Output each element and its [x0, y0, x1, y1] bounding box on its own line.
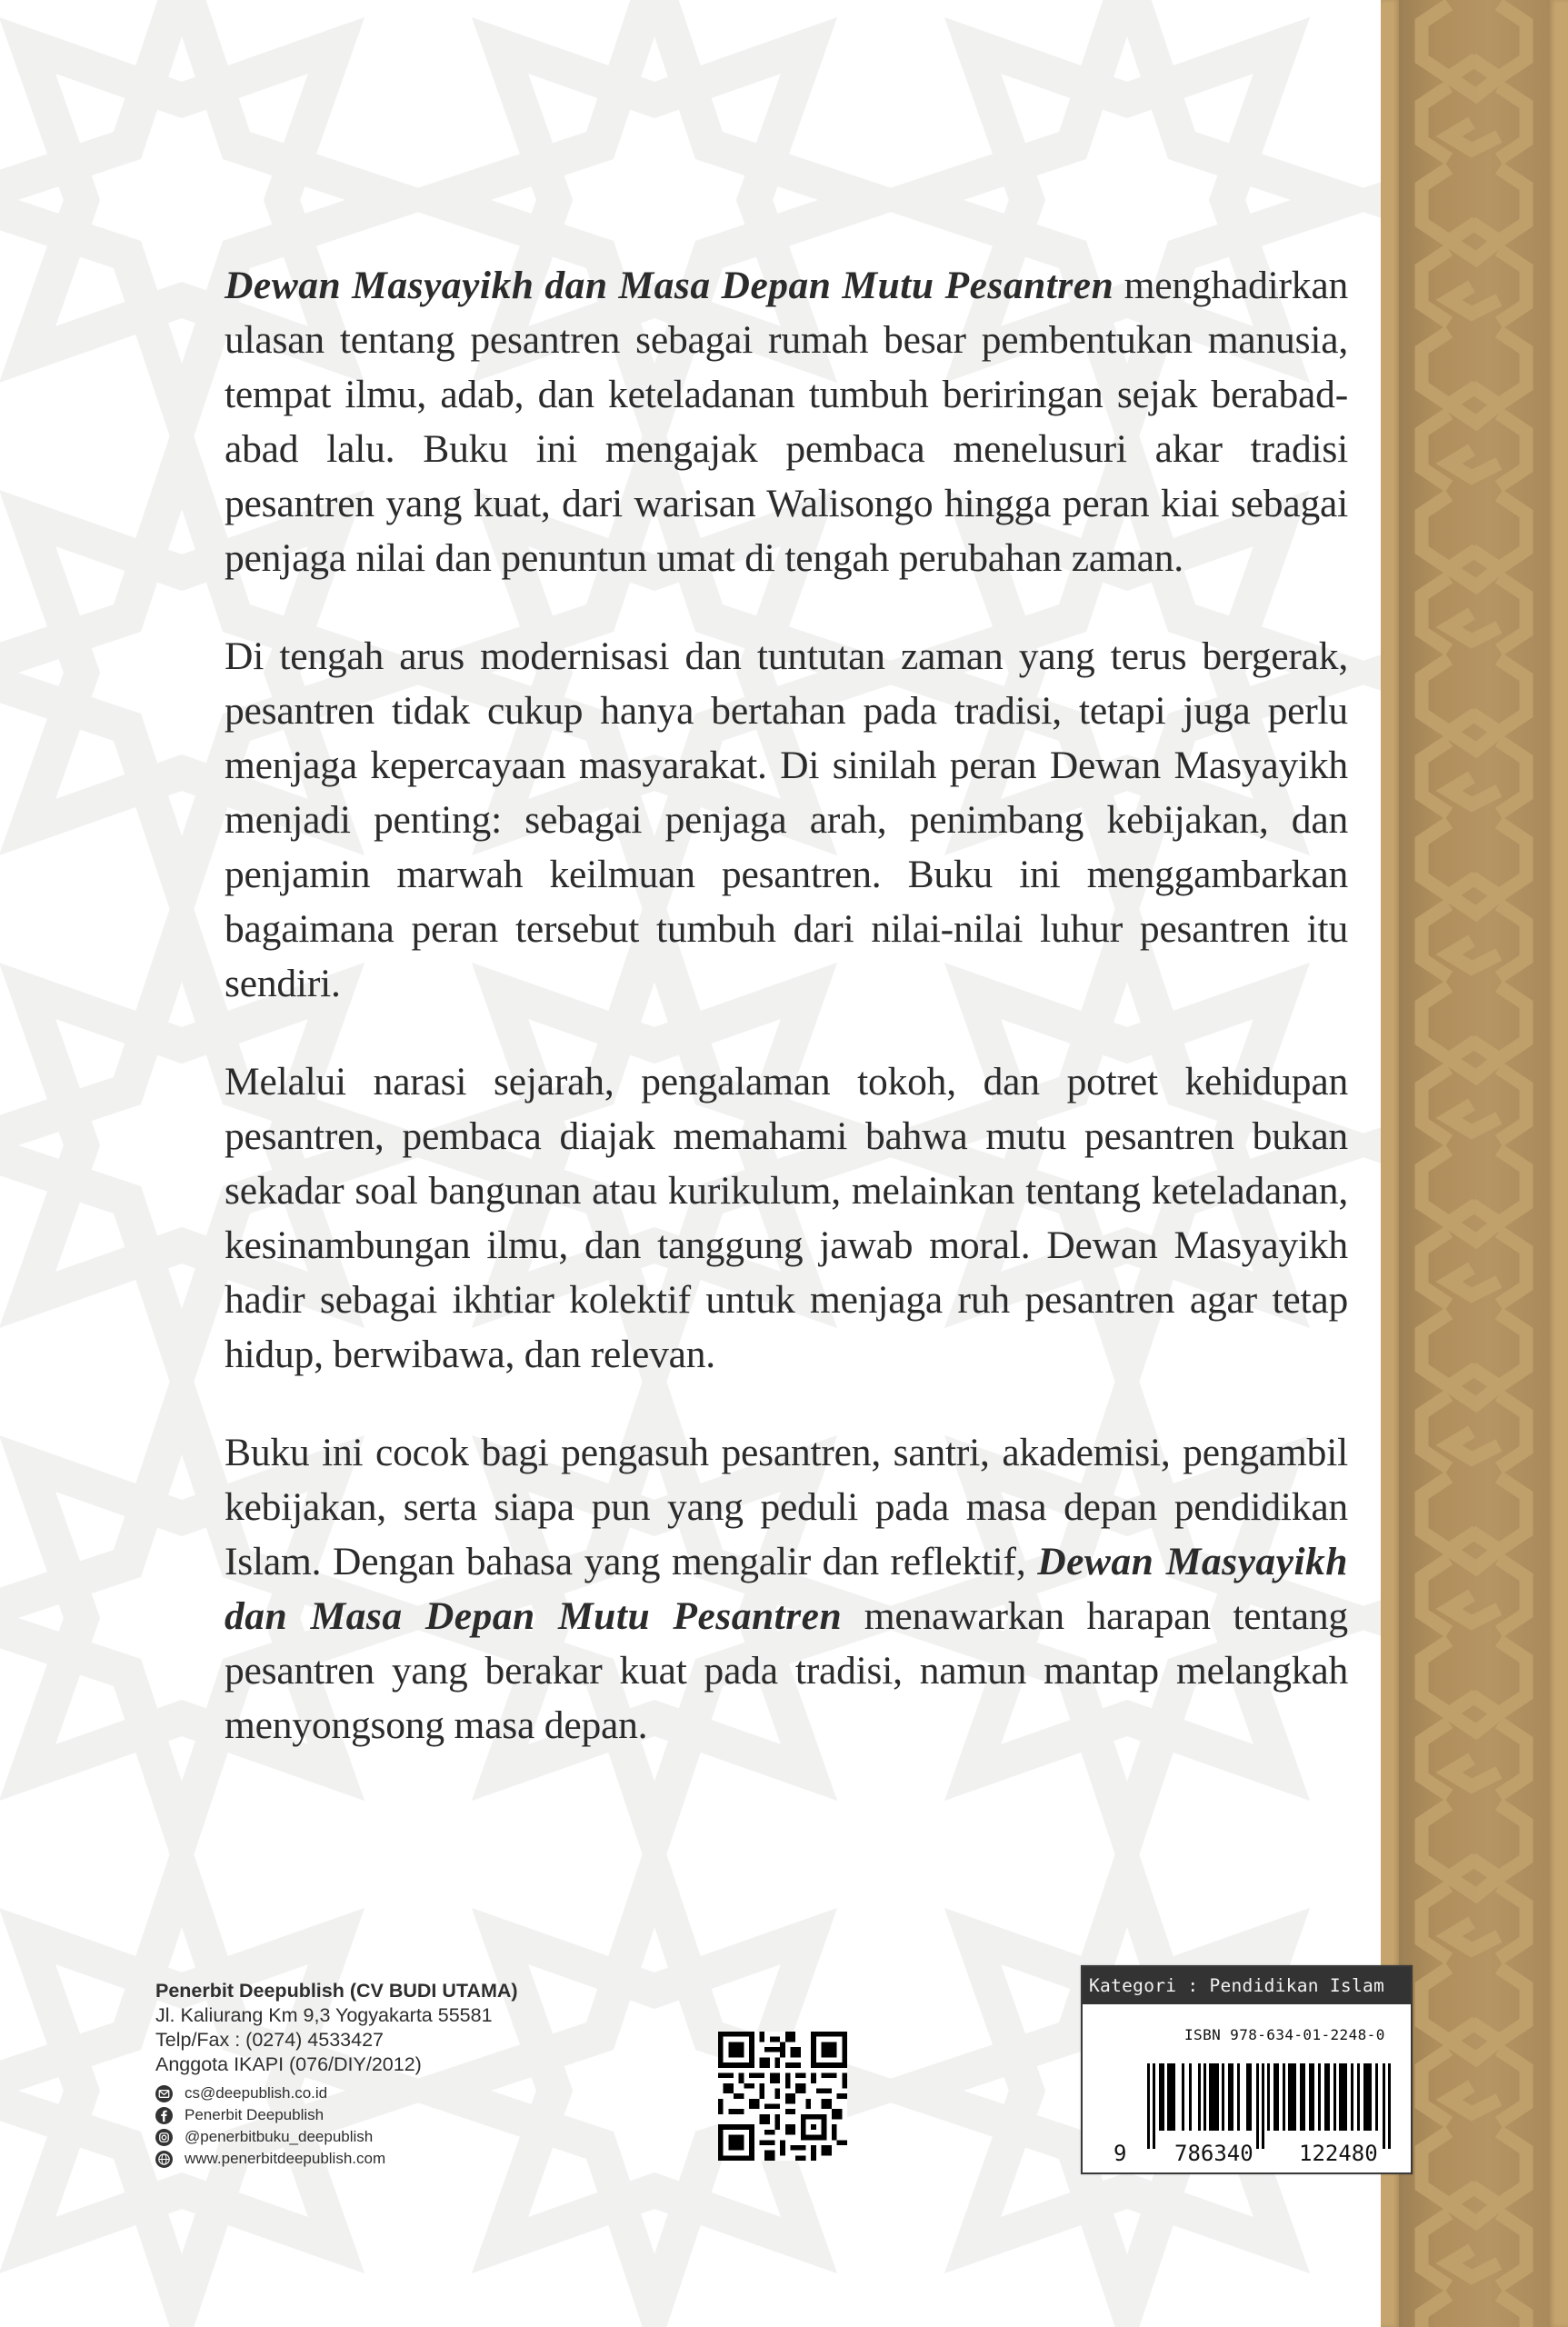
isbn-number: ISBN 978-634-01-2248-0: [1184, 2026, 1385, 2043]
spine-interlace-pattern: [1399, 0, 1550, 2327]
email-icon: [155, 2085, 173, 2102]
publisher-phone: Telp/Fax : (0274) 4533427: [155, 2029, 384, 2051]
category-label: Kategori : Pendidikan Islam: [1083, 1967, 1411, 2004]
isbn-barcode-box: [1081, 1965, 1413, 2174]
barcode-left-digits: 786340: [1174, 2141, 1253, 2166]
publisher-name: Penerbit Deepublish (CV BUDI UTAMA): [155, 1980, 518, 2002]
contact-email-label: cs@deepublish.co.id: [185, 2084, 328, 2102]
contact-website[interactable]: [155, 2148, 518, 2170]
blurb-paragraph-2: Di tengah arus modernisasi dan tuntutan zaman yang terus bergerak, pesantren tidak cukup hanya bertahan pada tradisi, tetapi juga perlu menjaga kepercayaan masyarakat. Di sinilah peran Dewan Masyayikh menjadi penting: sebagai penjaga arah, penimbang kebijakan, dan penjamin marwah keilmuan pesantren. Buku ini menggambarkan bagaimana peran tersebut tumbuh dari nilai-nilai luhur pesantren itu sendiri.: [225, 634, 1348, 1005]
publisher-address: Jl. Kaliurang Km 9,3 Yogyakarta 55581: [155, 2004, 493, 2026]
contact-instagram[interactable]: [155, 2126, 518, 2148]
blurb-paragraph-1-text: menghadirkan ulasan tentang pesantren sebagai rumah besar pembentukan manusia, tempat ilmu, adab, dan keteladanan tumbuh beriringan sejak berabad-abad lalu. Buku ini mengajak pembaca menelusuri akar tradisi pesantren yang kuat, dari warisan Walisongo hingga peran kiai sebagai penjaga nilai dan penuntun umat di tengah perubahan zaman.: [225, 264, 1348, 580]
instagram-icon: [155, 2129, 173, 2146]
blurb-paragraph-3: Melalui narasi sejarah, pengalaman tokoh, dan potret kehidupan pesantren, pembaca diajak memahami bahwa mutu pesantren bukan sekadar soal bangunan atau kurikulum, melainkan tentang keteladanan, kesinambungan ilmu, dan tanggung jawab moral. Dewan Masyayikh hadir sebagai ikhtiar kolektif untuk menjaga ruh pesantren agar tetap hidup, berwibawa, dan relevan.: [225, 1060, 1348, 1376]
blurb-paragraph-1: [225, 258, 1348, 585]
publisher-info: [155, 1979, 518, 2170]
back-cover-blurb: [225, 258, 1348, 1753]
contact-instagram-label: @penerbitbuku_deepublish: [185, 2128, 374, 2145]
book-title-emphasis: Dewan Masyayikh dan Masa Depan Mutu Pesantren: [225, 264, 1114, 307]
spine-right-border: [1550, 0, 1568, 2327]
facebook-icon: [155, 2107, 173, 2124]
book-title-inline-emphasis: Dewan Masyayikh dan Masa Depan Mutu Pesantren: [225, 1540, 1348, 1638]
blurb-paragraph-4-text-before: Buku ini cocok bagi pengasuh pesantren, santri, akademisi, pengambil kebijakan, serta siapa pun yang peduli pada masa depan pendidikan Islam. Dengan bahasa yang mengalir dan reflektif,: [225, 1431, 1348, 1583]
contact-email[interactable]: [155, 2082, 518, 2104]
blurb-paragraph-4: [225, 1425, 1348, 1753]
barcode-right-digits: 122480: [1299, 2141, 1378, 2166]
publisher-contacts: [155, 2082, 518, 2170]
barcode-first-digit: 9: [1114, 2141, 1127, 2166]
globe-icon: [155, 2151, 173, 2168]
publisher-membership: Anggota IKAPI (076/DIY/2012): [155, 2053, 422, 2075]
blurb-paragraph-4-text-after: menawarkan harapan tentang pesantren yang berakar kuat pada tradisi, namun mantap melangkah menyongsong masa depan.: [225, 1594, 1348, 1747]
contact-facebook-label: Penerbit Deepublish: [185, 2106, 325, 2123]
qr-code-icon[interactable]: [718, 2032, 847, 2161]
contact-facebook[interactable]: [155, 2104, 518, 2126]
contact-website-label: www.penerbitdeepublish.com: [185, 2150, 386, 2167]
